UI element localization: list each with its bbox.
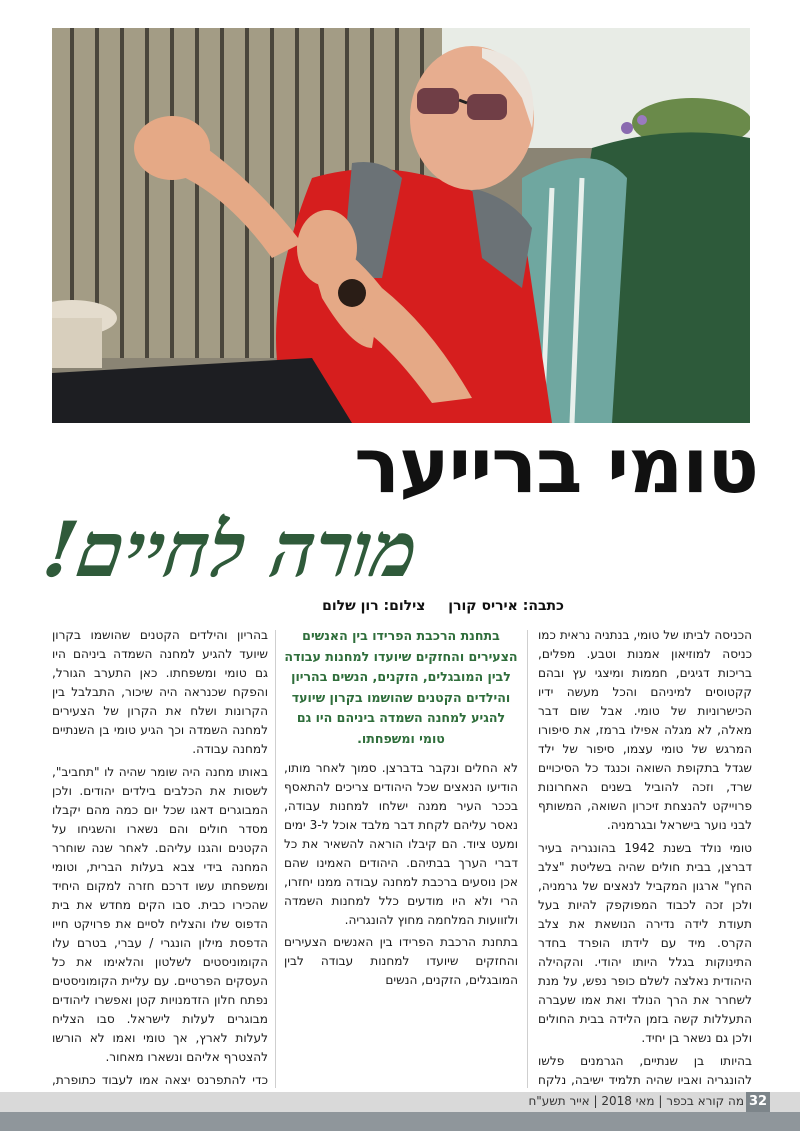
paragraph: לא החלים ונקבר בדברצן. סמוך לאחר מותו, הודיעו הנאצים שכל היהודים צריכים להתאסף בככר העיר ממנה ישלחו למחנות עבודה, נאסר עליהם לקחת דבר מלבד אוכל ל-3 ימים ומעט ציוד. הם קיבלו הוראה להשאיר את כל דברי הערך בבתיהם. היהודים האמינו שהם אכן נוסעים ברכבת למחנה עבודה ממנו יחזרו, הרי ולא היו מודעים כלל למחנות השמדה ולזוועות המלחמה מחוץ להונגריה. bbox=[284, 761, 518, 927]
paragraph: בתחנת הרכבת הפרידו בין האנשים הצעירים והחזקים שיועדו למחנות עבודה לבין המובגלים, הזקנים, הנשים bbox=[284, 935, 518, 987]
paragraph: באותו מחנה היה שומר שהיה לו "תחביב", לשסות את הכלבים בילדים יהודים. ולכן המבוגרים דאגו שכל יום כמה מהם יקבלו מסדר חולים והם נשארו והשגיחו על הקטנים והגנו עליהם. לאחר שנה שוחרר המחנה בידי צבא בעלות הברית, וטומי ומשפחתו עשו דרכם חזרה למקום היחיד שהכירו כבית. סבו הקים מחדש את בית הדפוס שלו והצליח לסיים את פרויקט חייו הדפסת מילון הונגרי / עברי, בטרם עלו הקומוניסטים לשלטון והלאימו את כל העסקים הפרטיים. עם עליית הקומוניסטים נפתח חלון הזדמנויות קטן ואפשרו ליהודים מבוגרים לעלות לישראל. סבו הצליח לעלות לארץ, אך טומי ואמו לא הורשו להצטרף אליהם ונשארו מאחור. bbox=[52, 765, 268, 1064]
article-photo bbox=[52, 28, 750, 423]
paragraph: כדי להתפרנס יצאה אמו לעבוד כתופרת, bbox=[52, 1073, 268, 1087]
text-column-left bbox=[52, 626, 268, 1088]
column-divider bbox=[527, 630, 528, 1088]
column-divider bbox=[275, 630, 276, 1088]
pull-quote: בתחנת הרכבת הפרידו בין האנשים הצעירים והחזקים שיועדו למחנות עבודה לבין המובגלים, הזקנים, הנשים בהריון והילדים הקטנים שהושמו בקרון שיועד להגיע למחנה השמדה ביניהם היו גם טומי ומשפחתו. bbox=[284, 628, 518, 746]
paragraph: הכניסה לביתו של טומי, בנתניה נראית כמו כניסה למוזיאון אמנות וטבע. מפלים, בריכות דגיגים, חממות ומיצגי עץ ובהם קקטוסים למיניהם והכל מעשה ידיו הכישרוניות של טומי. אבל שום דבר מאלה, לא מגלה אפילו ברמז, את סיפורו המרגש של טומי עצמו, סיפור של ילד שגדל בתקופת השואה וכנגד כל הסיכויים שרד, וזכה להוביל בשנים האחרונות פרוייקט להנצחת זיכרון השואה, המשותף לבני נוער בישראל ובגרמניה. bbox=[538, 628, 752, 832]
footer-publication: מה קורא בכפר | מאי 2018 | אייר תשע"ח bbox=[528, 1094, 744, 1108]
footer-strip bbox=[0, 1112, 800, 1131]
writer-credit: כתבה: איריס קורן bbox=[448, 598, 564, 614]
article-subtitle: מורה לחיים! bbox=[37, 505, 424, 594]
paragraph: טומי נולד בשנת 1942 בהונגריה בעיר דברצן, בבית חולים שהיה בשליטת "צלב החץ" ארגון המקביל לנאצים של גרמניה, ולכן זכה לכבוד המפוקפק להיות בעל תעודת לידה נדירה הנושאת את צלב הקרס. מיד עם לידתו הופרד בחדר התינוקות בגלל היותו יהודי. והקהילה היהודית נאלצה לשלם כופר נפש, על מנת לשחרר את הרך הנולד ואת אמו שעברה התעללות קשה בזמן הלידה בבית החולים ולכן גם נשאר בן יחיד. bbox=[538, 841, 752, 1045]
middle-body bbox=[284, 759, 518, 1009]
article-title: טומי ברייער bbox=[354, 421, 758, 510]
paragraph: בהיותו בן שנתיים, הגרמנים פלשו להונגריה ואביו שהיה תלמיד ישיבה, נלקח bbox=[538, 1054, 752, 1087]
article-credits bbox=[304, 598, 564, 614]
paragraph: בהריון והילדים הקטנים שהושמו בקרון שיועד להגיע למחנה השמדה ביניהם היו גם טומי ומשפחתו. כאן התערב הגורל, והפקח שכנראה היה שיכור, התבלבל בין הקרונות ושלח את הקרון של הצעירים למחנה השמדה וכך הגיע טומי בן השנתיים למחנה עבודה. bbox=[52, 628, 268, 756]
photographer-credit: צילום: רון שלום bbox=[322, 598, 426, 614]
text-column-middle bbox=[284, 626, 518, 1009]
page-number: 32 bbox=[746, 1092, 770, 1112]
text-column-right bbox=[538, 626, 752, 1088]
